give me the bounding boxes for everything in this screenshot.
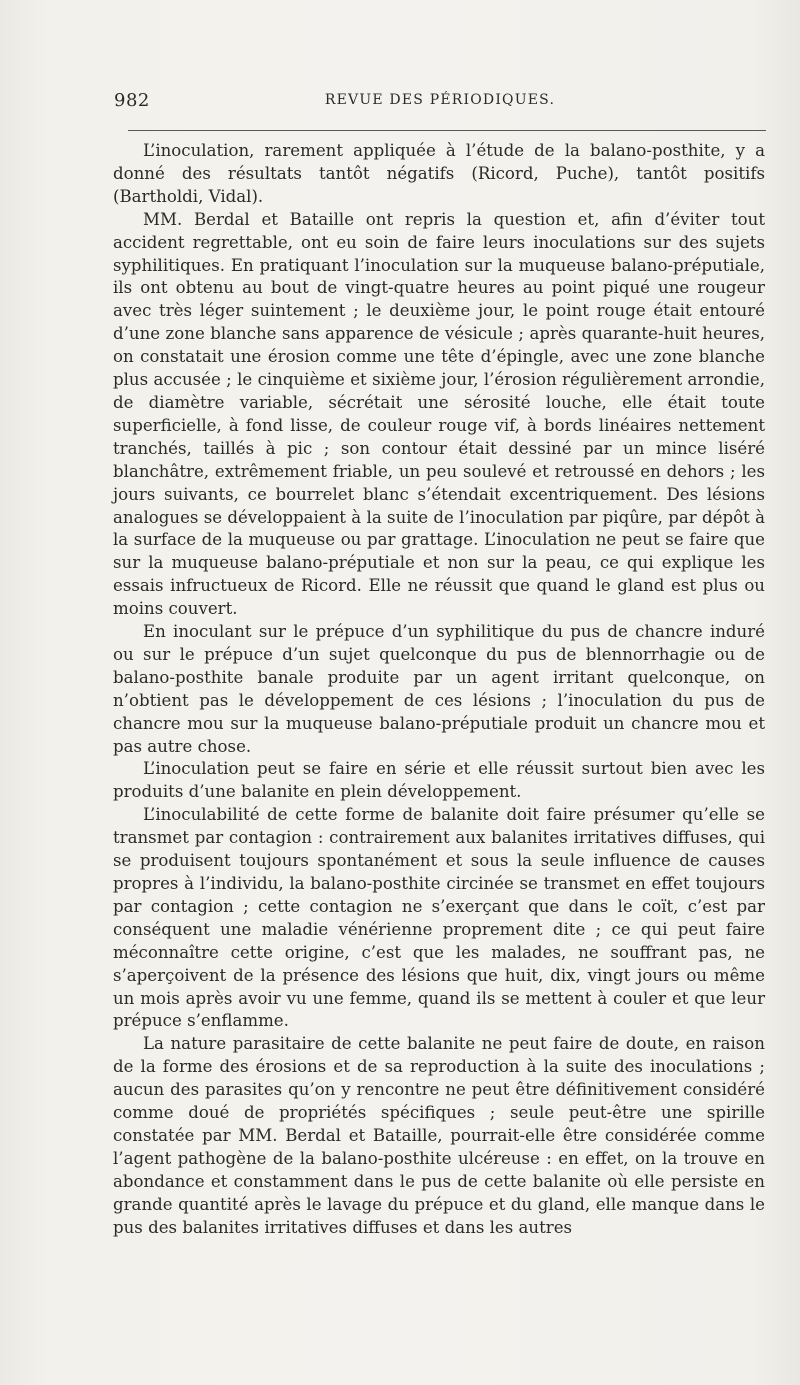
paragraph: La nature parasitaire de cette balanite ne peut faire de doute, en raison de la forme des érosions et de sa reproduction à la suite des inoculations ; aucun des parasites qu’on y rencontre ne peut être définitivement considéré comme doué de propriétés spécifiques ; seule peut-être une spirille constatée par MM. Berdal et Bataille, pourrait-elle être considérée comme l’agent pathogène de la balano-posthite ulcéreuse : en effet, on la trouve en abondance et constamment dans le pus de cette balanite où elle persiste en grande quantité après le lavage du prépuce et du gland, elle manque dans le pus des balanites irritatives diffuses et dans les autres xyxy=(113,1034,765,1237)
header-rule xyxy=(128,130,766,131)
paragraph: L’inoculabilité de cette forme de balanite doit faire présumer qu’elle se transmet par contagion : contrairement aux balanites irritatives diffuses, qui se produisent toujours spontanément et sous la seule influence de causes propres à l’individu, la balano-posthite circinée se transmet en effet toujours par contagion ; cette contagion ne s’exerçant que dans le coït, c’est par conséquent une maladie vénérienne proprement dite ; ce qui peut faire méconnaître cette origine, c’est que les malades, ne souffrant pas, ne s’aperçoivent de la présence des lésions que huit, dix, vingt jours ou même un mois après avoir vu une femme, quand ils se mettent à couler et que leur prépuce s’enflamme. xyxy=(113,805,765,1031)
paragraph: MM. Berdal et Bataille ont repris la question et, afin d’éviter tout accident regrettable, ont eu soin de faire leurs inoculations sur des sujets syphilitiques. En pratiquant l’inoculation sur la muqueuse balano-préputiale, ils ont obtenu au bout de vingt-quatre heures au point piqué une rougeur avec très léger suintement ; le deuxième jour, le point rouge était entouré d’une zone blanche sans apparence de vésicule ; après quarante-huit heures, on constatait une érosion comme une tête d’épingle, avec une zone blanche plus accusée ; le cinquième et sixième jour, l’érosion régulièrement arrondie, de diamètre variable, sécrétait une sérosité louche, elle était toute superficielle, à fond lisse, de couleur rouge vif, à bords linéaires nettement tranchés, taillés à pic ; son contour était dessiné par un mince liséré blanchâtre, extrêmement friable, un peu soulevé et retroussé en dehors ; les jours suivants, ce bourrelet blanc s’étendait excentriquement. Des lésions analogues se développaient à la suite de l’inoculation par piqûre, par dépôt à la surface de la muqueuse ou par grattage. L’inoculation ne peut se faire que sur la muqueuse balano-préputiale et non sur la peau, ce qui explique les essais infructueux de Ricord. Elle ne réussit que quand le gland est plus ou moins couvert. xyxy=(113,209,765,619)
paragraph: L’inoculation, rarement appliquée à l’étude de la balano-posthite, y a donné des résultats tantôt négatifs (Ricord, Puche), tantôt positifs (Bartholdi, Vidal). xyxy=(113,141,765,206)
paragraph: L’inoculation peut se faire en série et elle réussit surtout bien avec les produits d’une balanite en plein développement. xyxy=(113,759,765,802)
body-text xyxy=(113,140,765,1240)
paragraph: En inoculant sur le prépuce d’un syphilitique du pus de chancre induré ou sur le prépuce d’un sujet quelconque du pus de blennorrhagie ou de balano-posthite banale produite par un agent irritant quelconque, on n’obtient pas le développement de ces lésions ; l’inoculation du pus de chancre mou sur la muqueuse balano-préputiale produit un chancre mou et pas autre chose. xyxy=(113,622,765,756)
page-header xyxy=(114,90,766,114)
page-number: 982 xyxy=(114,90,150,111)
running-title: REVUE DES PÉRIODIQUES. xyxy=(324,92,556,108)
